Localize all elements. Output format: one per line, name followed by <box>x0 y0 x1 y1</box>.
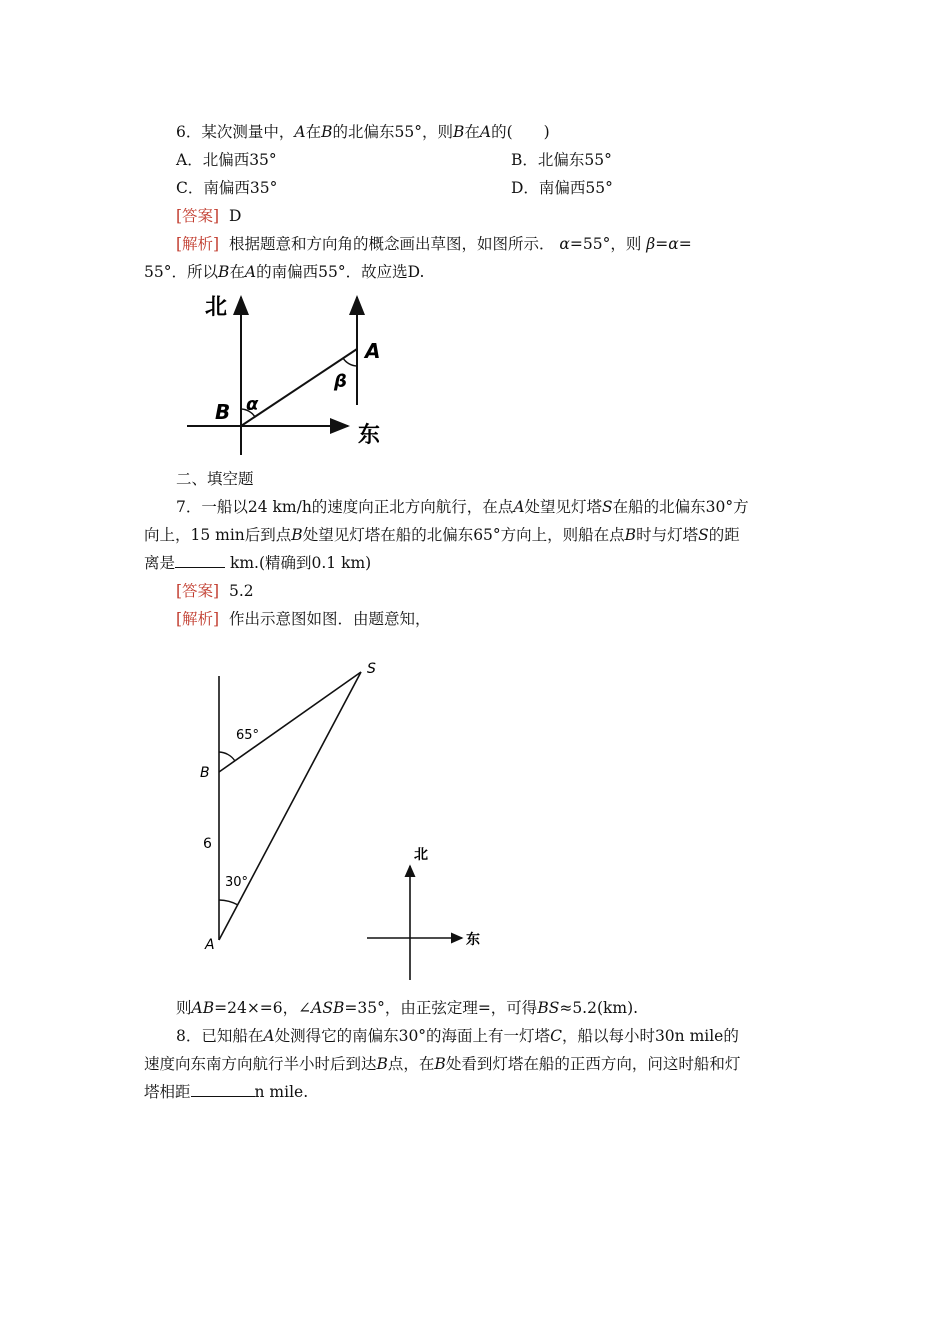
q7-compass-north-label: 北 <box>414 847 428 863</box>
q7-fig-s-label: S <box>367 661 376 677</box>
q7-angle30-arc <box>219 900 238 905</box>
q6-option-b: B．北偏东55° <box>511 151 612 169</box>
q6-fig-alpha-label: α <box>246 394 259 415</box>
q7-compass-east-label: 东 <box>466 932 480 948</box>
q7-fig-b-label: B <box>200 765 210 781</box>
q6-fig-a-label: A <box>365 339 381 363</box>
q6-option-a: A．北偏西35° <box>176 151 277 169</box>
q7-analysis: [解析] 作出示意图如图．由题意知， <box>176 610 431 628</box>
q7-as-segment <box>219 672 361 940</box>
q6-stem: 6．某次测量中，A在B的北偏东55°，则B在A的( ) <box>176 123 550 141</box>
q7-answer: [答案] 5.2 <box>176 582 254 600</box>
q7-fig-a-label: A <box>205 937 215 953</box>
q8-line3: 塔相距 n mile. <box>144 1083 309 1101</box>
q6-fig-b-label: B <box>215 400 231 424</box>
q6-answer: [答案] D <box>176 207 242 225</box>
q6-fig-north-label: 北 <box>205 295 228 320</box>
q7-bs-segment <box>219 672 361 772</box>
q6-fig-beta-label: β <box>334 371 347 392</box>
q7-line2: 向上，15 min后到点B处望见灯塔在船的北偏东65°方向上，则船在点B时与灯塔S的距 <box>144 526 740 544</box>
q7-line1: 7．一船以24 km/h的速度向正北方向航行，在点A处望见灯塔S在船的北偏东30°方 <box>176 498 749 516</box>
q7-fig-angle65-label: 65° <box>236 728 260 743</box>
q8-answer-blank <box>191 1082 255 1097</box>
q7-fig-angle30-label: 30° <box>225 875 249 890</box>
q7-fig-side-label: 6 <box>203 836 212 852</box>
section-title: 二、填空题 <box>176 470 254 488</box>
q7-angle65-arc <box>219 752 235 761</box>
q8-line2: 速度向东南方向航行半小时后到达B点，在B处看到灯塔在船的正西方向，问这时船和灯 <box>144 1055 741 1073</box>
q6-option-c: C．南偏西35° <box>176 179 278 197</box>
q6-analysis-line1: [解析] 根据题意和方向角的概念画出草图，如图所示． α=55°，则 β=α= <box>176 235 692 253</box>
q7-line3: 离是 km.(精确到0.1 km) <box>144 554 372 572</box>
q6-option-d: D．南偏西55° <box>511 179 613 197</box>
q8-line1: 8．已知船在A处测得它的南偏东30°的海面上有一灯塔C，船以每小时30n mile的 <box>176 1027 739 1045</box>
q7-conclusion: 则AB=24×=6，∠ASB=35°，由正弦定理=，可得BS≈5.2(km). <box>176 999 639 1017</box>
q6-fig-east-label: 东 <box>358 423 381 448</box>
q6-analysis-line2: 55°．所以B在A的南偏西55°．故应选D. <box>144 263 425 281</box>
